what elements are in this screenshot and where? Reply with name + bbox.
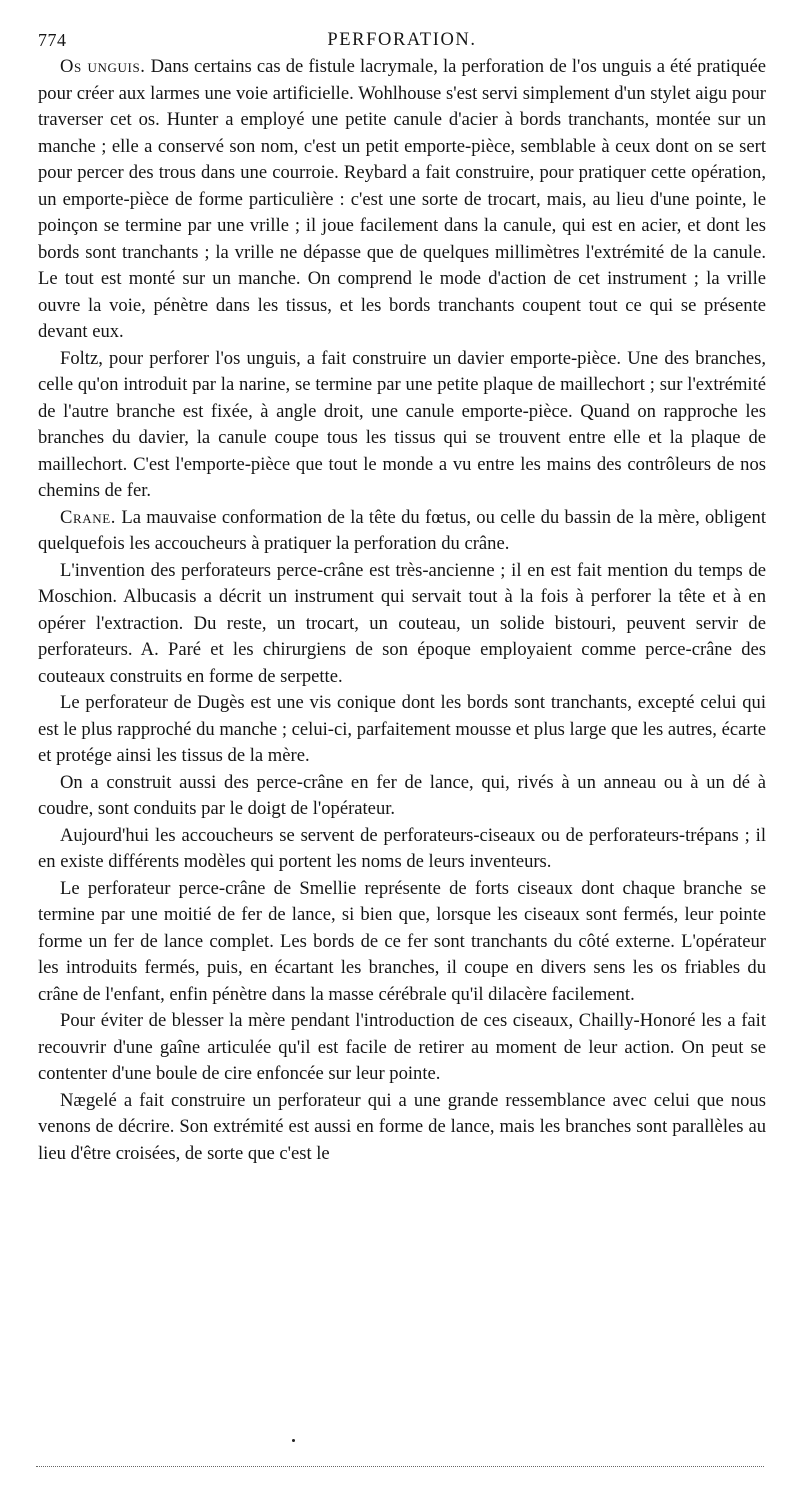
section-lead-os-unguis: Os unguis. bbox=[60, 56, 146, 77]
paragraph-text: Nægelé a fait construire un perforateur qui a une grande ressemblance avec celui que nous venons de décrire. Son extrémité est aussi en forme de lance, mais les branches sont parallèles au lieu d'être croisées, de sorte que c'est le bbox=[38, 1089, 766, 1164]
paragraph-invention bbox=[38, 558, 766, 691]
paragraph-text: Aujourd'hui les accoucheurs se servent de perforateurs-ciseaux ou de perforateurs-trépans ; il en existe différents modèles qui portent les noms de leurs inventeurs. bbox=[38, 824, 766, 872]
paragraph-fer-de-lance bbox=[38, 770, 766, 823]
paragraph-text: Pour éviter de blesser la mère pendant l'introduction de ces ciseaux, Chailly-Honoré les a fait recouvrir d'une gaîne articulée qu'il est facile de retirer au moment de leur action. On peut se contenter d'une boule de cire enfoncée sur leur pointe. bbox=[38, 1010, 766, 1084]
page-number: 774 bbox=[38, 30, 67, 50]
body-text bbox=[38, 54, 766, 1167]
paragraph-text: L'invention des perforateurs perce-crâne est très-ancienne ; il en est fait mention du temps de Moschion. Albucasis a décrit un instrument qui servait tout à la fois à perforer la tête et à en opérer l'extraction. Du reste, un trocart, un couteau, un solide bistouri, peuvent servir de perforateurs. A. Paré et les chirurgiens de son époque employaient comme perce-crâne des couteaux construits en forme de serpette. bbox=[38, 559, 766, 687]
paragraph-naegele bbox=[38, 1088, 766, 1168]
paragraph-crane bbox=[38, 505, 766, 558]
running-title: PERFORATION. bbox=[327, 30, 477, 50]
running-header bbox=[38, 22, 766, 52]
paragraph-chailly bbox=[38, 1008, 766, 1088]
paragraph-text: Le perforateur perce-crâne de Smellie représente de forts ciseaux dont chaque branche se termine par une moitié de fer de lance, si bien que, lorsque les ciseaux sont fermés, leur pointe forme un fer de lance complet. Les bords de ce fer sont tranchants du côté externe. L'opérateur les introduits fermés, puis, en écartant les branches, il coupe en divers sens les os friables du crâne de l'enfant, enfin pénètre dans la masse cérébrale qu'il dilacère facilement. bbox=[38, 877, 766, 1005]
paragraph-smellie bbox=[38, 876, 766, 1009]
footer-dotted-rule bbox=[36, 1466, 764, 1468]
paragraph-text: La mauvaise conformation de la tête du fœtus, ou celle du bassin de la mère, obligent quelquefois les accoucheurs à pratiquer la perforation du crâne. bbox=[38, 506, 766, 554]
paragraph-text: Foltz, pour perforer l'os unguis, a fait construire un davier emporte-pièce. Une des branches, celle qu'on introduit par la narine, se termine par une petite plaque de maillechort ; sur l'extrémité de l'autre branche est fixée, à angle droit, une canule emporte-pièce. Quand on rapproche les branches du davier, la canule coupe tous les tissus qui se trouvent entre elle et la plaque de maillechort. C'est l'emporte-pièce que tout le monde a vu entre les mains des contrôleurs de nos chemins de fer. bbox=[38, 347, 766, 501]
book-page bbox=[38, 22, 766, 1167]
ink-speck bbox=[292, 1439, 295, 1442]
paragraph-text: Le perforateur de Dugès est une vis conique dont les bords sont tranchants, excepté celui qui est le plus rapproché du manche ; celui-ci, parfaitement mousse et plus large que les autres, écarte et protége ainsi les tissus de la mère. bbox=[38, 692, 766, 766]
paragraph-text: Dans certains cas de fistule lacrymale, la perforation de l'os unguis a été pratiquée pour créer aux larmes une voie artificielle. Wohlhouse s'est servi simplement d'un stylet aigu pour traverser cet os. Hunter a employé une petite canule d'acier à bords tranchants, montée sur un manche ; elle a conservé son nom, c'est un petit emporte-pièce, semblable à ceux dont on se sert pour percer des trous dans une courroie. Reybard a fait construire, pour pratiquer cette opération, un emporte-pièce de forme particulière : c'est une sorte de trocart, mais, au lieu d'une pointe, le poinçon se termine par une vrille ; il joue facilement dans la canule, qui est en acier, et dont les bords sont tranchants ; la vrille ne dépasse que de quelques millimètres l'extrémité de la canule. Le tout est monté sur un manche. On comprend le mode d'action de cet instrument ; la vrille ouvre la voie, pénètre dans les tissus, et les bords tranchants coupent tout ce qui se présente devant eux. bbox=[38, 56, 766, 342]
section-lead-crane: Crane. bbox=[60, 506, 117, 528]
paragraph-os-unguis bbox=[38, 54, 766, 346]
paragraph-aujourdhui bbox=[38, 823, 766, 876]
paragraph-duges bbox=[38, 690, 766, 770]
paragraph-foltz bbox=[38, 346, 766, 505]
paragraph-text: On a construit aussi des perce-crâne en fer de lance, qui, rivés à un anneau ou à un dé à coudre, sont conduits par le doigt de l'opérateur. bbox=[38, 771, 766, 819]
